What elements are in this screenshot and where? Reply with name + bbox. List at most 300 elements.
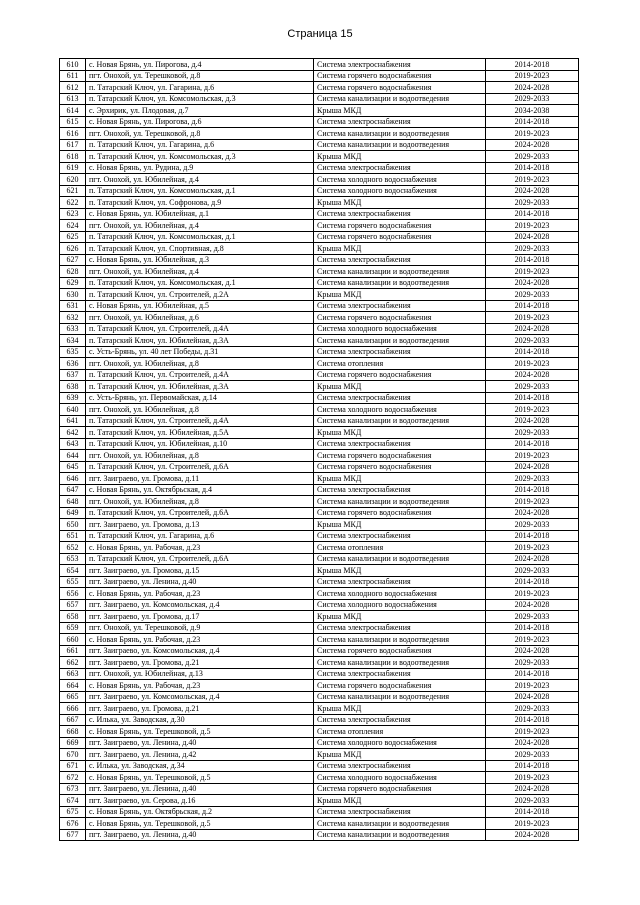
row-system: Система горячего водоснабжения (314, 70, 486, 82)
row-number: 647 (60, 484, 86, 496)
row-address: пгт. Заиграево, ул. Громова, д.11 (86, 473, 314, 485)
row-number: 610 (60, 59, 86, 71)
row-number: 648 (60, 496, 86, 508)
table-row (60, 714, 579, 726)
row-number: 616 (60, 128, 86, 140)
row-number: 645 (60, 461, 86, 473)
row-system: Крыша МКД (314, 519, 486, 531)
row-system: Крыша МКД (314, 151, 486, 163)
row-period: 2019-2023 (486, 220, 579, 232)
row-address: пгт. Онохой, ул. Юбилейная, д.13 (86, 668, 314, 680)
row-address: п. Татарский Ключ, ул. Строителей, д.2А (86, 289, 314, 301)
row-system: Система отопления (314, 358, 486, 370)
row-address: п. Татарский Ключ, ул. Строителей, д.4А (86, 415, 314, 427)
table-row (60, 59, 579, 71)
row-address: п. Татарский Ключ, ул. Юбилейная, д.10 (86, 438, 314, 450)
row-number: 632 (60, 312, 86, 324)
table-row (60, 576, 579, 588)
row-period: 2019-2023 (486, 496, 579, 508)
row-system: Система канализации и водоотведения (314, 128, 486, 140)
row-system: Крыша МКД (314, 427, 486, 439)
row-period: 2014-2018 (486, 668, 579, 680)
row-number: 619 (60, 162, 86, 174)
row-period: 2019-2023 (486, 542, 579, 554)
row-period: 2029-2033 (486, 473, 579, 485)
row-period: 2014-2018 (486, 116, 579, 128)
table-row (60, 645, 579, 657)
row-number: 643 (60, 438, 86, 450)
row-number: 660 (60, 634, 86, 646)
row-period: 2019-2023 (486, 680, 579, 692)
row-address: п. Татарский Ключ, ул. Софронова, д.9 (86, 197, 314, 209)
table-row (60, 691, 579, 703)
row-period: 2019-2023 (486, 358, 579, 370)
row-number: 628 (60, 266, 86, 278)
table-row (60, 703, 579, 715)
row-address: пгт. Онохой, ул. Юбилейная, д.6 (86, 312, 314, 324)
row-address: пгт. Заиграево, ул. Комсомольская, д.4 (86, 645, 314, 657)
table-row (60, 818, 579, 830)
row-period: 2029-2033 (486, 197, 579, 209)
row-number: 666 (60, 703, 86, 715)
table-row (60, 806, 579, 818)
repair-schedule-table (59, 58, 579, 841)
row-address: с. Новая Брянь, ул. Рабочая, д.23 (86, 680, 314, 692)
row-number: 655 (60, 576, 86, 588)
row-system: Система канализации и водоотведения (314, 139, 486, 151)
table-body (60, 59, 579, 841)
row-period: 2014-2018 (486, 484, 579, 496)
row-period: 2024-2028 (486, 783, 579, 795)
row-number: 639 (60, 392, 86, 404)
row-system: Система электроснабжения (314, 59, 486, 71)
row-address: п. Татарский Ключ, ул. Строителей, д.6А (86, 461, 314, 473)
row-period: 2019-2023 (486, 588, 579, 600)
row-number: 654 (60, 565, 86, 577)
row-period: 2019-2023 (486, 312, 579, 324)
table-row (60, 553, 579, 565)
row-number: 653 (60, 553, 86, 565)
row-number: 676 (60, 818, 86, 830)
row-address: с. Илька, ул. Заводская, д.30 (86, 714, 314, 726)
table-row (60, 277, 579, 289)
table-row (60, 392, 579, 404)
row-period: 2024-2028 (486, 369, 579, 381)
row-number: 674 (60, 795, 86, 807)
table-row (60, 461, 579, 473)
row-system: Система электроснабжения (314, 346, 486, 358)
row-period: 2029-2033 (486, 795, 579, 807)
row-period: 2024-2028 (486, 507, 579, 519)
row-number: 635 (60, 346, 86, 358)
row-period: 2019-2023 (486, 128, 579, 140)
row-number: 644 (60, 450, 86, 462)
row-period: 2024-2028 (486, 323, 579, 335)
row-number: 665 (60, 691, 86, 703)
row-period: 2014-2018 (486, 208, 579, 220)
row-period: 2024-2028 (486, 599, 579, 611)
row-number: 677 (60, 829, 86, 841)
row-period: 2014-2018 (486, 622, 579, 634)
row-system: Система канализации и водоотведения (314, 553, 486, 565)
row-number: 631 (60, 300, 86, 312)
row-number: 651 (60, 530, 86, 542)
row-period: 2029-2033 (486, 565, 579, 577)
table-row (60, 611, 579, 623)
row-address: п. Татарский Ключ, ул. Строителей, д.6А (86, 553, 314, 565)
row-period: 2014-2018 (486, 714, 579, 726)
row-system: Система канализации и водоотведения (314, 691, 486, 703)
table-row (60, 139, 579, 151)
row-number: 637 (60, 369, 86, 381)
row-number: 652 (60, 542, 86, 554)
table-row (60, 185, 579, 197)
row-address: п. Татарский Ключ, ул. Строителей, д.4А (86, 323, 314, 335)
row-period: 2019-2023 (486, 450, 579, 462)
table-row (60, 266, 579, 278)
table-row (60, 415, 579, 427)
table-row (60, 404, 579, 416)
row-address: п. Татарский Ключ, ул. Комсомольская, д.1 (86, 231, 314, 243)
row-number: 620 (60, 174, 86, 186)
table-row (60, 369, 579, 381)
row-period: 2024-2028 (486, 139, 579, 151)
row-period: 2029-2033 (486, 703, 579, 715)
row-address: с. Новая Брянь, ул. Рудина, д.9 (86, 162, 314, 174)
table-row (60, 346, 579, 358)
row-number: 636 (60, 358, 86, 370)
row-number: 638 (60, 381, 86, 393)
row-address: с. Новая Брянь, ул. Рабочая, д.23 (86, 542, 314, 554)
row-number: 672 (60, 772, 86, 784)
table-row (60, 599, 579, 611)
row-system: Система холодного водоснабжения (314, 599, 486, 611)
row-system: Система холодного водоснабжения (314, 174, 486, 186)
row-system: Система канализации и водоотведения (314, 335, 486, 347)
table-row (60, 542, 579, 554)
table-row (60, 93, 579, 105)
row-number: 646 (60, 473, 86, 485)
table-row (60, 657, 579, 669)
row-system: Система электроснабжения (314, 438, 486, 450)
table-row (60, 507, 579, 519)
row-address: пгт. Заиграево, ул. Ленина, д.42 (86, 749, 314, 761)
row-address: пгт. Онохой, ул. Юбилейная, д.4 (86, 266, 314, 278)
table-row (60, 680, 579, 692)
row-number: 633 (60, 323, 86, 335)
table-row (60, 300, 579, 312)
row-number: 663 (60, 668, 86, 680)
row-system: Система холодного водоснабжения (314, 737, 486, 749)
row-period: 2029-2033 (486, 335, 579, 347)
row-number: 629 (60, 277, 86, 289)
row-period: 2029-2033 (486, 657, 579, 669)
row-number: 656 (60, 588, 86, 600)
row-address: с. Новая Брянь, ул. Терешковой, д.5 (86, 818, 314, 830)
row-system: Система горячего водоснабжения (314, 312, 486, 324)
row-period: 2029-2033 (486, 243, 579, 255)
row-number: 617 (60, 139, 86, 151)
row-system: Система горячего водоснабжения (314, 507, 486, 519)
row-system: Система горячего водоснабжения (314, 783, 486, 795)
row-address: с. Новая Брянь, ул. Юбилейная, д.5 (86, 300, 314, 312)
row-number: 612 (60, 82, 86, 94)
table-row (60, 450, 579, 462)
row-number: 634 (60, 335, 86, 347)
row-address: с. Новая Брянь, ул. Пирогова, д.4 (86, 59, 314, 71)
row-period: 2014-2018 (486, 254, 579, 266)
row-system: Крыша МКД (314, 197, 486, 209)
row-system: Система горячего водоснабжения (314, 645, 486, 657)
table-row (60, 289, 579, 301)
row-period: 2024-2028 (486, 185, 579, 197)
table-row (60, 381, 579, 393)
row-system: Система электроснабжения (314, 208, 486, 220)
row-system: Система электроснабжения (314, 162, 486, 174)
row-system: Система канализации и водоотведения (314, 634, 486, 646)
row-address: п. Татарский Ключ, ул. Гагарина, д.6 (86, 139, 314, 151)
row-system: Крыша МКД (314, 243, 486, 255)
row-system: Система горячего водоснабжения (314, 680, 486, 692)
page-title: Страница 15 (287, 28, 353, 40)
row-period: 2024-2028 (486, 461, 579, 473)
table-row (60, 197, 579, 209)
row-period: 2014-2018 (486, 530, 579, 542)
table-row (60, 519, 579, 531)
row-system: Крыша МКД (314, 749, 486, 761)
row-system: Система электроснабжения (314, 300, 486, 312)
row-address: с. Новая Брянь, ул. Октябрьская, д.4 (86, 484, 314, 496)
table-row (60, 829, 579, 841)
row-system: Система электроснабжения (314, 254, 486, 266)
row-number: 657 (60, 599, 86, 611)
row-system: Система электроснабжения (314, 714, 486, 726)
row-period: 2024-2028 (486, 82, 579, 94)
row-system: Система электроснабжения (314, 484, 486, 496)
row-system: Система электроснабжения (314, 530, 486, 542)
row-system: Система горячего водоснабжения (314, 461, 486, 473)
row-system: Система электроснабжения (314, 392, 486, 404)
row-period: 2024-2028 (486, 277, 579, 289)
row-address: пгт. Заиграево, ул. Громова, д.17 (86, 611, 314, 623)
row-address: п. Татарский Ключ, ул. Строителей, д.6А (86, 507, 314, 519)
row-period: 2029-2033 (486, 93, 579, 105)
row-system: Система холодного водоснабжения (314, 772, 486, 784)
table-row (60, 151, 579, 163)
table-row (60, 358, 579, 370)
row-address: п. Татарский Ключ, ул. Комсомольская, д.3 (86, 93, 314, 105)
row-number: 658 (60, 611, 86, 623)
row-system: Система холодного водоснабжения (314, 323, 486, 335)
row-number: 630 (60, 289, 86, 301)
row-address: с. Новая Брянь, ул. Октябрьская, д.2 (86, 806, 314, 818)
row-system: Система канализации и водоотведения (314, 657, 486, 669)
table-row (60, 737, 579, 749)
row-period: 2024-2028 (486, 829, 579, 841)
row-address: пгт. Заиграево, ул. Серова, д.16 (86, 795, 314, 807)
row-system: Система электроснабжения (314, 806, 486, 818)
row-number: 661 (60, 645, 86, 657)
table-row (60, 530, 579, 542)
row-period: 2029-2033 (486, 151, 579, 163)
table-row (60, 588, 579, 600)
row-address: пгт. Онохой, ул. Юбилейная, д.8 (86, 404, 314, 416)
table-row (60, 726, 579, 738)
row-period: 2029-2033 (486, 611, 579, 623)
table-row (60, 162, 579, 174)
row-system: Система отопления (314, 726, 486, 738)
row-address: с. Эрхирик, ул. Плодовая, д.7 (86, 105, 314, 117)
row-number: 618 (60, 151, 86, 163)
row-number: 613 (60, 93, 86, 105)
row-address: пгт. Заиграево, ул. Громова, д.21 (86, 703, 314, 715)
row-period: 2029-2033 (486, 289, 579, 301)
row-number: 675 (60, 806, 86, 818)
row-address: пгт. Заиграево, ул. Громова, д.15 (86, 565, 314, 577)
table-row (60, 323, 579, 335)
table-row (60, 484, 579, 496)
row-period: 2024-2028 (486, 231, 579, 243)
table-row (60, 243, 579, 255)
row-number: 624 (60, 220, 86, 232)
row-system: Система холодного водоснабжения (314, 185, 486, 197)
row-system: Система горячего водоснабжения (314, 450, 486, 462)
row-period: 2014-2018 (486, 59, 579, 71)
row-address: пгт. Онохой, ул. Терешковой, д.8 (86, 128, 314, 140)
row-number: 611 (60, 70, 86, 82)
row-number: 640 (60, 404, 86, 416)
row-address: пгт. Онохой, ул. Терешковой, д.9 (86, 622, 314, 634)
row-system: Система канализации и водоотведения (314, 415, 486, 427)
row-address: п. Татарский Ключ, ул. Юбилейная, д.3А (86, 335, 314, 347)
row-number: 668 (60, 726, 86, 738)
row-address: с. Новая Брянь, ул. Терешковой, д.5 (86, 726, 314, 738)
row-address: пгт. Онохой, ул. Юбилейная, д.4 (86, 220, 314, 232)
row-address: п. Татарский Ключ, ул. Гагарина, д.6 (86, 530, 314, 542)
row-system: Крыша МКД (314, 105, 486, 117)
table-row (60, 565, 579, 577)
row-address: п. Татарский Ключ, ул. Юбилейная, д.3А (86, 381, 314, 393)
table-row (60, 82, 579, 94)
row-number: 626 (60, 243, 86, 255)
row-system: Система канализации и водоотведения (314, 277, 486, 289)
row-system: Крыша МКД (314, 795, 486, 807)
row-period: 2014-2018 (486, 760, 579, 772)
row-system: Крыша МКД (314, 611, 486, 623)
row-number: 673 (60, 783, 86, 795)
row-number: 615 (60, 116, 86, 128)
row-period: 2024-2028 (486, 737, 579, 749)
table-row (60, 70, 579, 82)
row-address: с. Усть-Брянь, ул. Первомайская, д.14 (86, 392, 314, 404)
table-row (60, 174, 579, 186)
row-period: 2019-2023 (486, 818, 579, 830)
row-period: 2014-2018 (486, 576, 579, 588)
table-row (60, 668, 579, 680)
row-system: Система холодного водоснабжения (314, 404, 486, 416)
row-number: 641 (60, 415, 86, 427)
row-address: пгт. Онохой, ул. Юбилейная, д.8 (86, 496, 314, 508)
row-address: пгт. Онохой, ул. Юбилейная, д.4 (86, 174, 314, 186)
row-address: пгт. Онохой, ул. Юбилейная, д.8 (86, 450, 314, 462)
row-system: Крыша МКД (314, 703, 486, 715)
row-period: 2019-2023 (486, 174, 579, 186)
table-row (60, 473, 579, 485)
table-row (60, 208, 579, 220)
row-period: 2034-2038 (486, 105, 579, 117)
row-number: 625 (60, 231, 86, 243)
row-number: 614 (60, 105, 86, 117)
table-row (60, 634, 579, 646)
row-system: Система электроснабжения (314, 576, 486, 588)
row-system: Система электроснабжения (314, 116, 486, 128)
row-system: Система горячего водоснабжения (314, 82, 486, 94)
row-period: 2029-2033 (486, 749, 579, 761)
row-number: 650 (60, 519, 86, 531)
table-row (60, 760, 579, 772)
row-system: Система электроснабжения (314, 668, 486, 680)
row-system: Система канализации и водоотведения (314, 496, 486, 508)
row-system: Система канализации и водоотведения (314, 93, 486, 105)
row-address: пгт. Заиграево, ул. Ленина, д.40 (86, 783, 314, 795)
row-address: с. Новая Брянь, ул. Юбилейная, д.1 (86, 208, 314, 220)
row-system: Крыша МКД (314, 381, 486, 393)
row-number: 642 (60, 427, 86, 439)
row-period: 2029-2033 (486, 427, 579, 439)
row-system: Система горячего водоснабжения (314, 220, 486, 232)
table-row (60, 105, 579, 117)
row-address: пгт. Заиграево, ул. Комсомольская, д.4 (86, 691, 314, 703)
row-system: Система канализации и водоотведения (314, 829, 486, 841)
row-period: 2014-2018 (486, 162, 579, 174)
row-number: 664 (60, 680, 86, 692)
row-address: с. Новая Брянь, ул. Терешковой, д.5 (86, 772, 314, 784)
row-period: 2019-2023 (486, 634, 579, 646)
table-row (60, 427, 579, 439)
row-address: пгт. Онохой, ул. Юбилейная, д.8 (86, 358, 314, 370)
row-address: п. Татарский Ключ, ул. Комсомольская, д.3 (86, 151, 314, 163)
row-system: Система канализации и водоотведения (314, 818, 486, 830)
table-row (60, 231, 579, 243)
row-address: пгт. Заиграево, ул. Ленина, д.40 (86, 737, 314, 749)
row-address: п. Татарский Ключ, ул. Комсомольская, д.1 (86, 185, 314, 197)
row-period: 2019-2023 (486, 726, 579, 738)
row-system: Крыша МКД (314, 565, 486, 577)
row-address: с. Илька, ул. Заводская, д.34 (86, 760, 314, 772)
row-system: Система канализации и водоотведения (314, 266, 486, 278)
table-row (60, 496, 579, 508)
row-address: пгт. Заиграево, ул. Ленина, д.40 (86, 829, 314, 841)
row-address: пгт. Заиграево, ул. Громова, д.13 (86, 519, 314, 531)
row-system: Крыша МКД (314, 289, 486, 301)
row-system: Система горячего водоснабжения (314, 369, 486, 381)
row-number: 667 (60, 714, 86, 726)
row-address: с. Новая Брянь, ул. Юбилейная, д.3 (86, 254, 314, 266)
row-period: 2019-2023 (486, 404, 579, 416)
table-row (60, 335, 579, 347)
row-number: 649 (60, 507, 86, 519)
row-period: 2014-2018 (486, 806, 579, 818)
row-number: 627 (60, 254, 86, 266)
table-row (60, 772, 579, 784)
row-address: п. Татарский Ключ, ул. Комсомольская, д.1 (86, 277, 314, 289)
table-row (60, 220, 579, 232)
row-period: 2019-2023 (486, 772, 579, 784)
row-number: 659 (60, 622, 86, 634)
row-period: 2014-2018 (486, 392, 579, 404)
row-period: 2019-2023 (486, 266, 579, 278)
table-row (60, 254, 579, 266)
